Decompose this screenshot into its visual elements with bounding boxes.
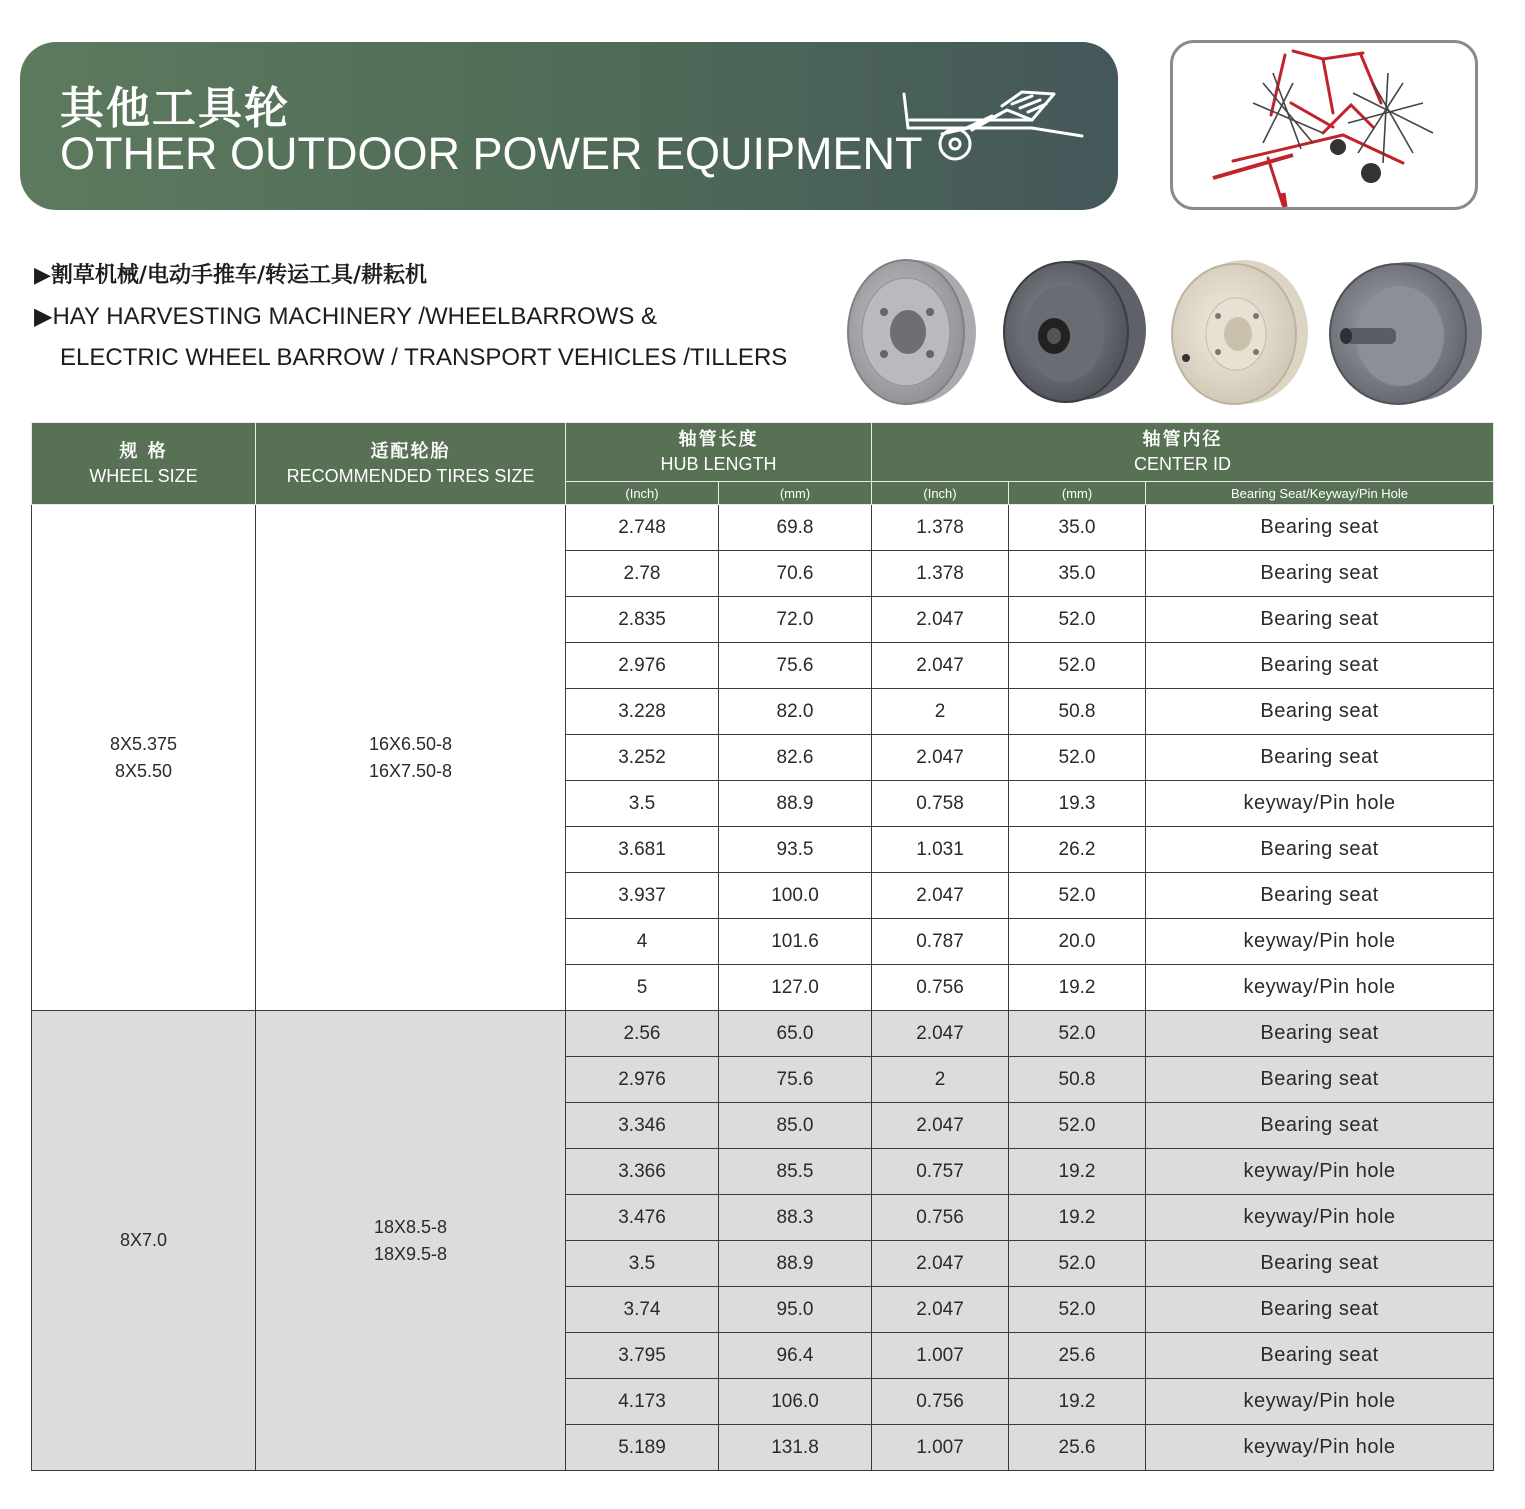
hub-length-inch-cell: 3.795 — [566, 1333, 719, 1379]
hub-length-inch-cell: 3.252 — [566, 735, 719, 781]
center-id-mm-cell: 52.0 — [1009, 735, 1146, 781]
hub-length-mm-cell: 106.0 — [719, 1379, 872, 1425]
hub-length-inch-cell: 3.937 — [566, 873, 719, 919]
hub-length-inch-cell: 3.5 — [566, 781, 719, 827]
center-id-inch-cell: 2.047 — [872, 1011, 1009, 1057]
center-id-mm-cell: 52.0 — [1009, 597, 1146, 643]
hub-length-mm-cell: 85.0 — [719, 1103, 872, 1149]
wheel-size-value: 8X7.0 — [119, 1230, 168, 1250]
table-row — [32, 1011, 1494, 1057]
center-id-mm-cell: 20.0 — [1009, 919, 1146, 965]
center-id-inch-cell: 0.758 — [872, 781, 1009, 827]
center-id-mm-cell: 25.6 — [1009, 1425, 1146, 1471]
wheel-grey-icon — [848, 260, 976, 404]
hub-length-mm-cell: 131.8 — [719, 1425, 872, 1471]
center-id-mm-cell: 19.3 — [1009, 781, 1146, 827]
center-id-mm-cell: 52.0 — [1009, 643, 1146, 689]
seat-type-cell: Bearing seat — [1146, 1103, 1494, 1149]
seat-type-cell: Bearing seat — [1146, 827, 1494, 873]
center-id-mm-cell: 19.2 — [1009, 1379, 1146, 1425]
tire-size-value: 18X8.5-8 — [373, 1216, 448, 1237]
wheel-cream-icon — [1172, 260, 1308, 404]
center-id-mm-cell: 52.0 — [1009, 1011, 1146, 1057]
center-id-inch-cell: 0.756 — [872, 965, 1009, 1011]
hub-length-inch-cell: 5.189 — [566, 1425, 719, 1471]
wheel-dark-icon — [1004, 260, 1146, 402]
table-body — [32, 505, 1494, 1471]
hub-length-inch-cell: 3.346 — [566, 1103, 719, 1149]
center-id-inch-cell: 1.378 — [872, 551, 1009, 597]
center-id-inch-cell: 1.007 — [872, 1425, 1009, 1471]
seat-type-cell: Bearing seat — [1146, 873, 1494, 919]
page-title-en: OTHER OUTDOOR POWER EQUIPMENT — [60, 128, 923, 179]
header-center-id: 轴管内径 CENTER ID — [872, 423, 1494, 482]
center-id-mm-cell: 52.0 — [1009, 873, 1146, 919]
seat-type-cell: Bearing seat — [1146, 505, 1494, 551]
seat-type-cell: keyway/Pin hole — [1146, 781, 1494, 827]
seat-type-cell: Bearing seat — [1146, 689, 1494, 735]
header-hub-length: 轴管长度 HUB LENGTH — [566, 423, 872, 482]
center-id-inch-cell: 2.047 — [872, 643, 1009, 689]
applications-en-line1: ▶HAY HARVESTING MACHINERY /WHEELBARROWS & — [34, 303, 658, 330]
hub-length-mm-cell: 100.0 — [719, 873, 872, 919]
hub-length-inch-cell: 2.78 — [566, 551, 719, 597]
hub-length-mm-cell: 75.6 — [719, 1057, 872, 1103]
hub-length-inch-cell: 2.748 — [566, 505, 719, 551]
center-id-mm-cell: 50.8 — [1009, 1057, 1146, 1103]
seat-type-cell: Bearing seat — [1146, 1287, 1494, 1333]
seat-type-cell: keyway/Pin hole — [1146, 1425, 1494, 1471]
applications-cn: ▶割草机械/电动手推车/转运工具/耕耘机 — [34, 263, 428, 288]
center-id-mm-cell: 19.2 — [1009, 1195, 1146, 1241]
center-id-inch-cell: 2 — [872, 689, 1009, 735]
subheader-hub-inch: (Inch) — [566, 482, 719, 505]
wheel-size-value: 8X5.50 — [114, 760, 173, 781]
hub-length-mm-cell: 75.6 — [719, 643, 872, 689]
center-id-inch-cell: 0.787 — [872, 919, 1009, 965]
seat-type-cell: Bearing seat — [1146, 1057, 1494, 1103]
hub-length-mm-cell: 127.0 — [719, 965, 872, 1011]
wheel-size-cell — [32, 505, 256, 1011]
center-id-inch-cell: 1.031 — [872, 827, 1009, 873]
hay-rake-photo — [1170, 40, 1478, 210]
seat-type-cell: keyway/Pin hole — [1146, 1149, 1494, 1195]
hub-length-mm-cell: 88.9 — [719, 781, 872, 827]
center-id-inch-cell: 2.047 — [872, 597, 1009, 643]
hub-length-mm-cell: 85.5 — [719, 1149, 872, 1195]
center-id-mm-cell: 19.2 — [1009, 1149, 1146, 1195]
hub-length-mm-cell: 82.6 — [719, 735, 872, 781]
center-id-inch-cell: 2.047 — [872, 735, 1009, 781]
seat-type-cell: Bearing seat — [1146, 1241, 1494, 1287]
tire-size-cell — [256, 505, 566, 1011]
center-id-mm-cell: 52.0 — [1009, 1287, 1146, 1333]
seat-type-cell: Bearing seat — [1146, 1333, 1494, 1379]
center-id-mm-cell: 19.2 — [1009, 965, 1146, 1011]
hub-length-mm-cell: 82.0 — [719, 689, 872, 735]
hub-length-mm-cell: 72.0 — [719, 597, 872, 643]
seat-type-cell: keyway/Pin hole — [1146, 1195, 1494, 1241]
tire-size-value: 16X6.50-8 — [368, 733, 453, 754]
seat-type-cell: Bearing seat — [1146, 735, 1494, 781]
hub-length-inch-cell: 2.976 — [566, 643, 719, 689]
center-id-inch-cell: 2.047 — [872, 1103, 1009, 1149]
hub-length-mm-cell: 101.6 — [719, 919, 872, 965]
center-id-mm-cell: 25.6 — [1009, 1333, 1146, 1379]
seat-type-cell: keyway/Pin hole — [1146, 1379, 1494, 1425]
center-id-inch-cell: 2 — [872, 1057, 1009, 1103]
header-banner — [20, 42, 1118, 210]
hub-length-inch-cell: 3.366 — [566, 1149, 719, 1195]
center-id-mm-cell: 50.8 — [1009, 689, 1146, 735]
wheel-spec-table — [31, 422, 1494, 1471]
hub-length-inch-cell: 2.56 — [566, 1011, 719, 1057]
seat-type-cell: Bearing seat — [1146, 1011, 1494, 1057]
tire-size-cell — [256, 1011, 566, 1471]
center-id-mm-cell: 26.2 — [1009, 827, 1146, 873]
seat-type-cell: Bearing seat — [1146, 643, 1494, 689]
hub-length-inch-cell: 4 — [566, 919, 719, 965]
center-id-inch-cell: 2.047 — [872, 873, 1009, 919]
center-id-mm-cell: 35.0 — [1009, 505, 1146, 551]
hub-length-mm-cell: 88.9 — [719, 1241, 872, 1287]
center-id-inch-cell: 2.047 — [872, 1241, 1009, 1287]
subheader-center-type: Bearing Seat/Keyway/Pin Hole — [1146, 482, 1494, 505]
hub-length-mm-cell: 95.0 — [719, 1287, 872, 1333]
subheader-center-inch: (Inch) — [872, 482, 1009, 505]
tire-size-value: 16X7.50-8 — [368, 760, 453, 781]
center-id-inch-cell: 1.378 — [872, 505, 1009, 551]
wheel-size-cell — [32, 1011, 256, 1471]
hub-length-mm-cell: 88.3 — [719, 1195, 872, 1241]
hub-length-inch-cell: 3.228 — [566, 689, 719, 735]
hub-length-inch-cell: 5 — [566, 965, 719, 1011]
header-recommended-tires: 适配轮胎 RECOMMENDED TIRES SIZE — [256, 423, 566, 505]
center-id-mm-cell: 52.0 — [1009, 1241, 1146, 1287]
hub-length-inch-cell: 3.681 — [566, 827, 719, 873]
seat-type-cell: keyway/Pin hole — [1146, 965, 1494, 1011]
hub-length-inch-cell: 3.74 — [566, 1287, 719, 1333]
center-id-inch-cell: 1.007 — [872, 1333, 1009, 1379]
hub-length-inch-cell: 3.5 — [566, 1241, 719, 1287]
hub-length-inch-cell: 2.976 — [566, 1057, 719, 1103]
applications-en-line2: ELECTRIC WHEEL BARROW / TRANSPORT VEHICLES /TILLERS — [60, 344, 788, 371]
hub-length-mm-cell: 69.8 — [719, 505, 872, 551]
hub-length-mm-cell: 93.5 — [719, 827, 872, 873]
hub-length-inch-cell: 3.476 — [566, 1195, 719, 1241]
wheel-size-value: 8X5.375 — [109, 733, 178, 754]
subheader-hub-mm: (mm) — [719, 482, 872, 505]
wheel-steel-icon — [1330, 262, 1482, 404]
tire-size-value: 18X9.5-8 — [373, 1243, 448, 1264]
seat-type-cell: Bearing seat — [1146, 597, 1494, 643]
hub-length-inch-cell: 2.835 — [566, 597, 719, 643]
center-id-mm-cell: 35.0 — [1009, 551, 1146, 597]
hub-length-mm-cell: 65.0 — [719, 1011, 872, 1057]
table-row — [32, 505, 1494, 551]
seat-type-cell: keyway/Pin hole — [1146, 919, 1494, 965]
header-wheel-size: 规 格 WHEEL SIZE — [32, 423, 256, 505]
wheel-rim-images — [826, 250, 1486, 415]
center-id-inch-cell: 0.756 — [872, 1195, 1009, 1241]
seat-type-cell: Bearing seat — [1146, 551, 1494, 597]
trailer-icon — [882, 86, 1092, 176]
center-id-inch-cell: 2.047 — [872, 1287, 1009, 1333]
hub-length-mm-cell: 70.6 — [719, 551, 872, 597]
hub-length-inch-cell: 4.173 — [566, 1379, 719, 1425]
center-id-inch-cell: 0.756 — [872, 1379, 1009, 1425]
hub-length-mm-cell: 96.4 — [719, 1333, 872, 1379]
page-title-cn: 其他工具轮 — [60, 83, 290, 134]
subheader-center-mm: (mm) — [1009, 482, 1146, 505]
center-id-inch-cell: 0.757 — [872, 1149, 1009, 1195]
center-id-mm-cell: 52.0 — [1009, 1103, 1146, 1149]
